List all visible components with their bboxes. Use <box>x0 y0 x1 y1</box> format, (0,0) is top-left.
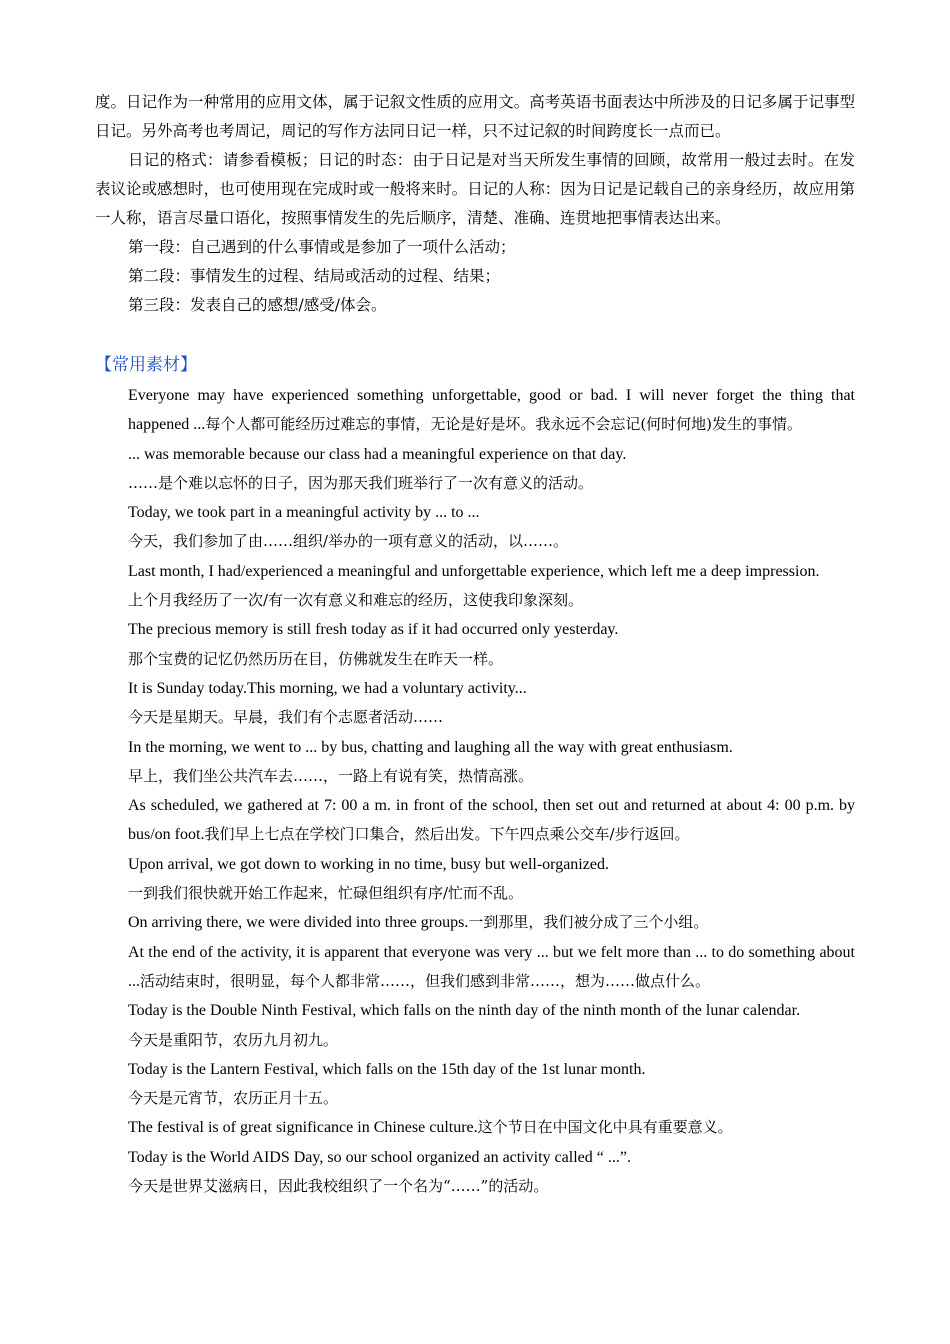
material-english: Today is the Double Ninth Festival, which falls on the ninth day of the ninth month of the lunar calendar. <box>128 1002 801 1020</box>
material-item <box>128 1172 855 1201</box>
material-item <box>128 586 855 615</box>
material-english: The festival is of great significance in Chinese culture. <box>128 1119 478 1137</box>
material-english: Today is the Lantern Festival, which falls on the 15th day of the 1st lunar month. <box>128 1060 646 1078</box>
material-english: Today, we took part in a meaningful activity by ... to ... <box>128 504 480 522</box>
materials-list <box>128 381 855 1201</box>
material-chinese: 上个月我经历了一次/有一次有意义和难忘的经历，这使我印象深刻。 <box>128 591 584 610</box>
material-item <box>128 1143 855 1172</box>
material-item <box>128 615 855 644</box>
material-item <box>128 645 855 674</box>
material-chinese: 一到那里，我们被分成了三个小组。 <box>468 913 709 932</box>
material-chinese: 今天是世界艾滋病日，因此我校组织了一个名为“……”的活动。 <box>128 1177 549 1196</box>
material-item <box>128 527 855 556</box>
material-item <box>128 498 855 527</box>
material-english: As scheduled, we gathered at 7: 00 a m. in front of the school, then set out and returned at about 4: 00 p.m. by bus/on foot. <box>128 797 855 844</box>
material-item <box>128 762 855 791</box>
section-title-common-materials: 【常用素材】 <box>95 355 197 375</box>
material-english: In the morning, we went to ... by bus, chatting and laughing all the way with great enthusiasm. <box>128 738 733 756</box>
intro-paragraph-third: 第三段：发表自己的感想/感受/体会。 <box>128 296 387 314</box>
material-item <box>128 557 855 586</box>
material-chinese: 早上，我们坐公共汽车去……，一路上有说有笑，热情高涨。 <box>128 766 534 785</box>
material-item <box>128 381 855 440</box>
material-english: Today is the World AIDS Day, so our school organized an activity called “ ...”. <box>128 1148 631 1166</box>
material-english: At the end of the activity, it is apparent that everyone was very ... but we felt more than ... to do something about ... <box>128 943 855 990</box>
material-chinese: 活动结束时，很明显，每个人都非常……，但我们感到非常……，想为……做点什么。 <box>140 971 711 990</box>
material-item <box>128 938 855 997</box>
material-chinese: 今天是星期天。早晨，我们有个志愿者活动…… <box>128 708 444 727</box>
material-chinese: 今天，我们参加了由……组织/举办的一项有意义的活动，以……。 <box>128 532 569 551</box>
material-english: ... was memorable because our class had a meaningful experience on that day. <box>128 445 627 463</box>
material-english: Upon arrival, we got down to working in no time, busy but well-organized. <box>128 855 609 873</box>
material-item <box>128 908 855 937</box>
material-english: The precious memory is still fresh today as if it had occurred only yesterday. <box>128 621 619 639</box>
material-english: On arriving there, we were divided into three groups. <box>128 914 469 932</box>
material-chinese: 每个人都可能经历过难忘的事情，无论是好是坏。我永远不会忘记(何时何地)发生的事情。 <box>205 415 803 434</box>
material-chinese: 这个节日在中国文化中具有重要意义。 <box>477 1118 733 1137</box>
material-chinese: 一到我们很快就开始工作起来，忙碌但组织有序/忙而不乱。 <box>128 884 524 903</box>
material-item <box>128 879 855 908</box>
material-item <box>128 733 855 762</box>
material-english: Everyone may have experienced something unforgettable, good or bad. I will never forget the thing that happened ... <box>128 387 855 434</box>
intro-section <box>95 88 855 320</box>
material-chinese: 我们早上七点在学校门口集合，然后出发。下午四点乘公交车/步行返回。 <box>204 825 690 844</box>
material-item <box>128 703 855 732</box>
intro-paragraph-continuation: 度。日记作为一种常用的应用文体，属于记叙文性质的应用文。高考英语书面表达中所涉及的日记多属于记事型日记。另外高考也考周记，周记的写作方法同日记一样，只不过记叙的时间跨度长一点而已。 <box>95 93 855 140</box>
material-item <box>128 1055 855 1084</box>
material-item <box>128 1084 855 1113</box>
material-item <box>128 469 855 498</box>
material-item <box>128 440 855 469</box>
intro-paragraph-format: 日记的格式：请参看模板；日记的时态：由于日记是对当天所发生事情的回顾，故常用一般过去时。在发表议论或感想时，也可使用现在完成时或一般将来时。日记的人称：因为日记是记载自己的亲身经历，故应用第一人称，语言尽量口语化，按照事情发生的先后顺序，清楚、准确、连贯地把事情表达出来。 <box>95 151 855 227</box>
material-chinese: 今天是重阳节，农历九月初九。 <box>128 1030 339 1049</box>
intro-paragraph-second: 第二段：事情发生的过程、结局或活动的过程、结果； <box>128 267 501 285</box>
material-chinese: 那个宝费的记忆仍然历历在目，仿佛就发生在昨天一样。 <box>128 649 504 668</box>
material-english: Last month, I had/experienced a meaningful and unforgettable experience, which left me a deep impression. <box>128 562 820 580</box>
material-item <box>128 1113 855 1142</box>
material-english: It is Sunday today.This morning, we had a voluntary activity... <box>128 679 527 697</box>
intro-paragraph-first: 第一段：自己遇到的什么事情或是参加了一项什么活动； <box>128 238 516 256</box>
material-item <box>128 996 855 1025</box>
material-item <box>128 674 855 703</box>
material-item <box>128 850 855 879</box>
material-chinese: ……是个难以忘怀的日子，因为那天我们班举行了一次有意义的活动。 <box>128 473 594 492</box>
material-item <box>128 1026 855 1055</box>
material-chinese: 今天是元宵节，农历正月十五。 <box>128 1089 339 1108</box>
material-item <box>128 791 855 850</box>
